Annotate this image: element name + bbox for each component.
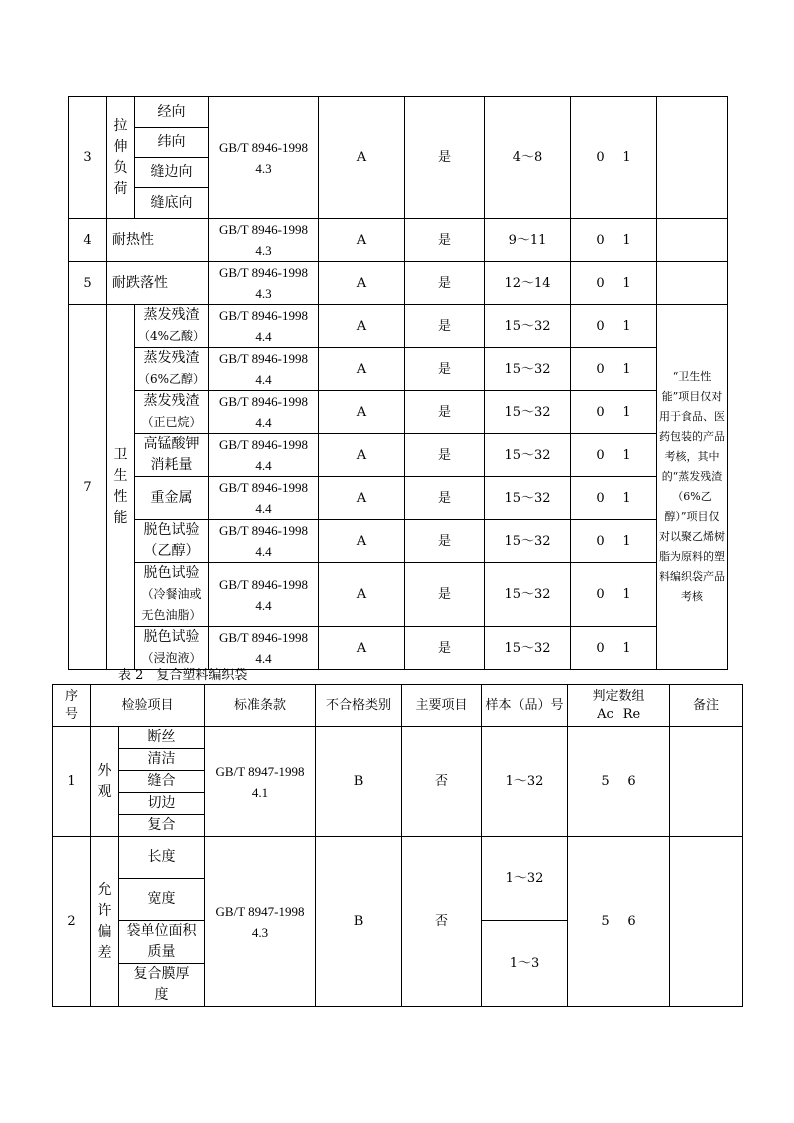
re-value: 1 xyxy=(622,490,631,506)
std-code: GB/T 8946-1998 xyxy=(219,265,308,280)
sample-no: 9～11 xyxy=(485,219,571,262)
ac-value: 0 xyxy=(596,490,605,506)
item-char: 观 xyxy=(97,783,112,800)
sub-item: 长度 xyxy=(119,837,205,879)
item-char: 偏 xyxy=(97,923,112,940)
sub-line: （正已烷） xyxy=(141,415,202,429)
header-ac: Ac xyxy=(597,706,614,722)
defect-category: A xyxy=(319,520,405,563)
std-code: GB/T 8946-1998 xyxy=(219,139,308,155)
ac-re xyxy=(568,727,670,837)
remark-note: “卫生性能”项目仅对用于食品、医药包装的产品考核，其中的“蒸发残渣（6%乙醇）”项目仅对以聚乙烯树脂为原料的塑料编织袋产品考核 xyxy=(657,305,728,670)
header-judge-title: 判定数组 xyxy=(592,688,645,704)
std-code: GB/T 8946-1998 xyxy=(219,576,308,592)
defect-category: A xyxy=(319,477,405,520)
sub-line: 高锰酸钾 xyxy=(143,436,200,452)
ac-re xyxy=(568,837,670,1007)
std-code: GB/T 8946-1998 xyxy=(219,523,308,538)
sub-line: 消耗量 xyxy=(150,457,193,473)
std-clause xyxy=(205,837,316,1007)
re-value: 6 xyxy=(627,914,636,929)
sample-no: 1～3 xyxy=(482,921,568,1007)
re-value: 1 xyxy=(622,587,631,602)
ac-re xyxy=(571,305,657,348)
header-category: 不合格类别 xyxy=(316,685,402,727)
std-code: GB/T 8946-1998 xyxy=(219,222,308,237)
re-value: 1 xyxy=(622,150,631,165)
row-no: 3 xyxy=(69,97,107,219)
sub-line: （浸泡液） xyxy=(141,651,202,665)
sub-item: 经向 xyxy=(135,97,209,128)
main-item: 是 xyxy=(405,627,485,670)
std-code: GB/T 8946-1998 xyxy=(219,351,308,366)
ac-re xyxy=(571,262,657,305)
header-main: 主要项目 xyxy=(402,685,482,727)
std-clause xyxy=(209,563,319,627)
ac-value: 0 xyxy=(596,275,605,291)
sample-no: 15～32 xyxy=(485,563,571,627)
item-text: 卫生性能 xyxy=(113,447,128,526)
remark xyxy=(670,727,743,837)
sample-no: 1～32 xyxy=(482,727,568,837)
ac-value: 0 xyxy=(596,361,605,377)
re-value: 1 xyxy=(622,361,631,377)
header-std: 标准条款 xyxy=(205,685,316,727)
defect-category: A xyxy=(319,348,405,391)
std-code: GB/T 8946-1998 xyxy=(219,308,308,323)
sub-line: （冷餐油或 xyxy=(141,587,202,601)
re-value: 1 xyxy=(622,275,631,291)
item-label xyxy=(107,97,135,219)
header-item: 检验项目 xyxy=(91,685,205,727)
defect-category: B xyxy=(316,727,402,837)
header-sample: 样本（品）号 xyxy=(482,685,568,727)
item-char: 许 xyxy=(97,902,112,919)
std-code: GB/T 8947-1998 xyxy=(215,903,305,919)
sample-no: 15～32 xyxy=(485,520,571,563)
re-value: 1 xyxy=(622,533,631,549)
main-item: 是 xyxy=(405,434,485,477)
sub-line: 复合膜厚 xyxy=(133,966,190,982)
defect-category: A xyxy=(319,97,405,219)
defect-category: B xyxy=(316,837,402,1007)
ac-re xyxy=(571,97,657,219)
item-char: 外 xyxy=(97,762,112,779)
std-section: 4.4 xyxy=(255,651,272,666)
std-clause xyxy=(209,391,319,434)
header-re: Re xyxy=(622,706,641,722)
std-clause xyxy=(209,434,319,477)
sub-line: （4%乙酸） xyxy=(137,329,206,343)
main-item: 否 xyxy=(402,727,482,837)
std-clause xyxy=(205,727,316,837)
re-value: 1 xyxy=(622,404,631,420)
sub-line: 脱色试验 xyxy=(143,629,200,645)
sub-item: 断丝 xyxy=(119,727,205,749)
std-section: 4.4 xyxy=(255,415,272,430)
ac-re xyxy=(571,477,657,520)
main-item: 是 xyxy=(405,219,485,262)
sub-line: 脱色试验 xyxy=(143,522,200,538)
ac-value: 0 xyxy=(596,404,605,420)
ac-re xyxy=(571,434,657,477)
std-section: 4.4 xyxy=(255,329,272,344)
ac-re xyxy=(571,627,657,670)
defect-category: A xyxy=(319,627,405,670)
re-value: 6 xyxy=(627,774,636,789)
std-code: GB/T 8946-1998 xyxy=(219,437,308,452)
sub-item xyxy=(135,477,209,520)
sub-item xyxy=(135,520,209,563)
ac-value: 0 xyxy=(596,640,605,656)
remark xyxy=(657,97,728,219)
sub-line: 度 xyxy=(154,987,169,1003)
sub-line: （乙醇） xyxy=(143,543,200,559)
sub-item xyxy=(135,305,209,348)
std-section: 4.3 xyxy=(255,243,272,258)
sample-no: 15～32 xyxy=(485,305,571,348)
sub-line: 无色油脂） xyxy=(141,608,202,622)
inspection-table-2 xyxy=(52,684,743,1007)
defect-category: A xyxy=(319,262,405,305)
std-code: GB/T 8947-1998 xyxy=(215,763,305,779)
std-section: 4.4 xyxy=(255,597,272,613)
sub-item xyxy=(119,921,205,964)
re-value: 1 xyxy=(622,447,631,463)
ac-value: 0 xyxy=(596,533,605,549)
ac-value: 0 xyxy=(596,150,605,165)
defect-category: A xyxy=(319,305,405,348)
ac-re xyxy=(571,391,657,434)
sample-no: 15～32 xyxy=(485,627,571,670)
std-section: 4.3 xyxy=(255,286,272,301)
sub-item: 缝底向 xyxy=(135,188,209,219)
item-label xyxy=(91,727,119,837)
std-code: GB/T 8946-1998 xyxy=(219,630,308,645)
main-item: 是 xyxy=(405,563,485,627)
ac-value: 5 xyxy=(601,914,610,929)
item-label: 耐跌落性 xyxy=(107,262,209,305)
sub-line: 蒸发残渣 xyxy=(143,307,200,323)
row-no: 7 xyxy=(69,305,107,670)
std-clause xyxy=(209,348,319,391)
header-no xyxy=(53,685,91,727)
std-section: 4.1 xyxy=(251,784,269,800)
ac-value: 5 xyxy=(601,774,610,789)
sub-item xyxy=(119,964,205,1007)
ac-re xyxy=(571,348,657,391)
std-code: GB/T 8946-1998 xyxy=(219,394,308,409)
sub-line: 蒸发残渣 xyxy=(143,393,200,409)
sub-item xyxy=(135,563,209,627)
sub-item: 缝合 xyxy=(119,771,205,793)
main-item: 是 xyxy=(405,477,485,520)
std-clause xyxy=(209,262,319,305)
sub-item xyxy=(135,434,209,477)
sub-item: 复合 xyxy=(119,815,205,837)
defect-category: A xyxy=(319,563,405,627)
sample-no: 15～32 xyxy=(485,477,571,520)
std-section: 4.3 xyxy=(255,160,272,176)
std-clause xyxy=(209,97,319,219)
item-char: 差 xyxy=(97,944,112,961)
sub-item: 切边 xyxy=(119,793,205,815)
table-caption: 表 2 复合塑料编织袋 xyxy=(118,668,248,683)
sub-line: 蒸发残渣 xyxy=(143,350,200,366)
ac-re xyxy=(571,563,657,627)
sub-item xyxy=(135,348,209,391)
main-item: 是 xyxy=(405,97,485,219)
re-value: 1 xyxy=(622,232,631,248)
item-label xyxy=(91,837,119,1007)
std-section: 4.3 xyxy=(251,924,269,940)
std-section: 4.4 xyxy=(255,544,272,559)
main-item: 是 xyxy=(405,348,485,391)
std-clause xyxy=(209,305,319,348)
std-clause xyxy=(209,477,319,520)
re-value: 1 xyxy=(622,318,631,334)
ac-re xyxy=(571,520,657,563)
ac-value: 0 xyxy=(596,587,605,602)
header-no-line: 号 xyxy=(64,706,78,722)
sample-no: 12～14 xyxy=(485,262,571,305)
defect-category: A xyxy=(319,434,405,477)
row-no: 1 xyxy=(53,727,91,837)
item-label: 耐热性 xyxy=(107,219,209,262)
sub-line: 质量 xyxy=(147,944,176,960)
header-judge xyxy=(568,685,670,727)
sub-item: 清洁 xyxy=(119,749,205,771)
item-label xyxy=(107,305,135,670)
main-item: 是 xyxy=(405,520,485,563)
sample-no: 1～32 xyxy=(482,837,568,921)
sample-no: 15～32 xyxy=(485,348,571,391)
remark xyxy=(657,262,728,305)
sub-line: 重金属 xyxy=(150,489,193,506)
main-item: 是 xyxy=(405,305,485,348)
re-value: 1 xyxy=(622,640,631,656)
sub-item: 宽度 xyxy=(119,879,205,921)
std-clause xyxy=(209,520,319,563)
sub-line: （6%乙醇） xyxy=(137,372,206,386)
sample-no: 15～32 xyxy=(485,391,571,434)
sub-item: 缝边向 xyxy=(135,158,209,188)
remark xyxy=(670,837,743,1007)
ac-value: 0 xyxy=(596,447,605,463)
header-remark: 备注 xyxy=(670,685,743,727)
item-char: 允 xyxy=(97,881,112,898)
item-text: 拉伸负荷 xyxy=(113,117,128,197)
main-item: 是 xyxy=(405,391,485,434)
sub-item xyxy=(135,391,209,434)
std-code: GB/T 8946-1998 xyxy=(219,480,308,495)
row-no: 5 xyxy=(69,262,107,305)
main-item: 否 xyxy=(402,837,482,1007)
std-clause xyxy=(209,219,319,262)
std-section: 4.4 xyxy=(255,372,272,387)
sub-item: 纬向 xyxy=(135,128,209,158)
ac-value: 0 xyxy=(596,232,605,248)
std-section: 4.4 xyxy=(255,501,272,516)
std-section: 4.4 xyxy=(255,458,272,473)
header-no-line: 序 xyxy=(64,688,78,704)
inspection-table-1 xyxy=(68,96,728,670)
main-item: 是 xyxy=(405,262,485,305)
defect-category: A xyxy=(319,391,405,434)
row-no: 4 xyxy=(69,219,107,262)
remark xyxy=(657,219,728,262)
sub-line: 袋单位面积 xyxy=(126,923,197,939)
sample-no: 15～32 xyxy=(485,434,571,477)
defect-category: A xyxy=(319,219,405,262)
ac-re xyxy=(571,219,657,262)
sample-no: 4～8 xyxy=(485,97,571,219)
ac-value: 0 xyxy=(596,318,605,334)
sub-line: 脱色试验 xyxy=(143,565,200,581)
row-no: 2 xyxy=(53,837,91,1007)
